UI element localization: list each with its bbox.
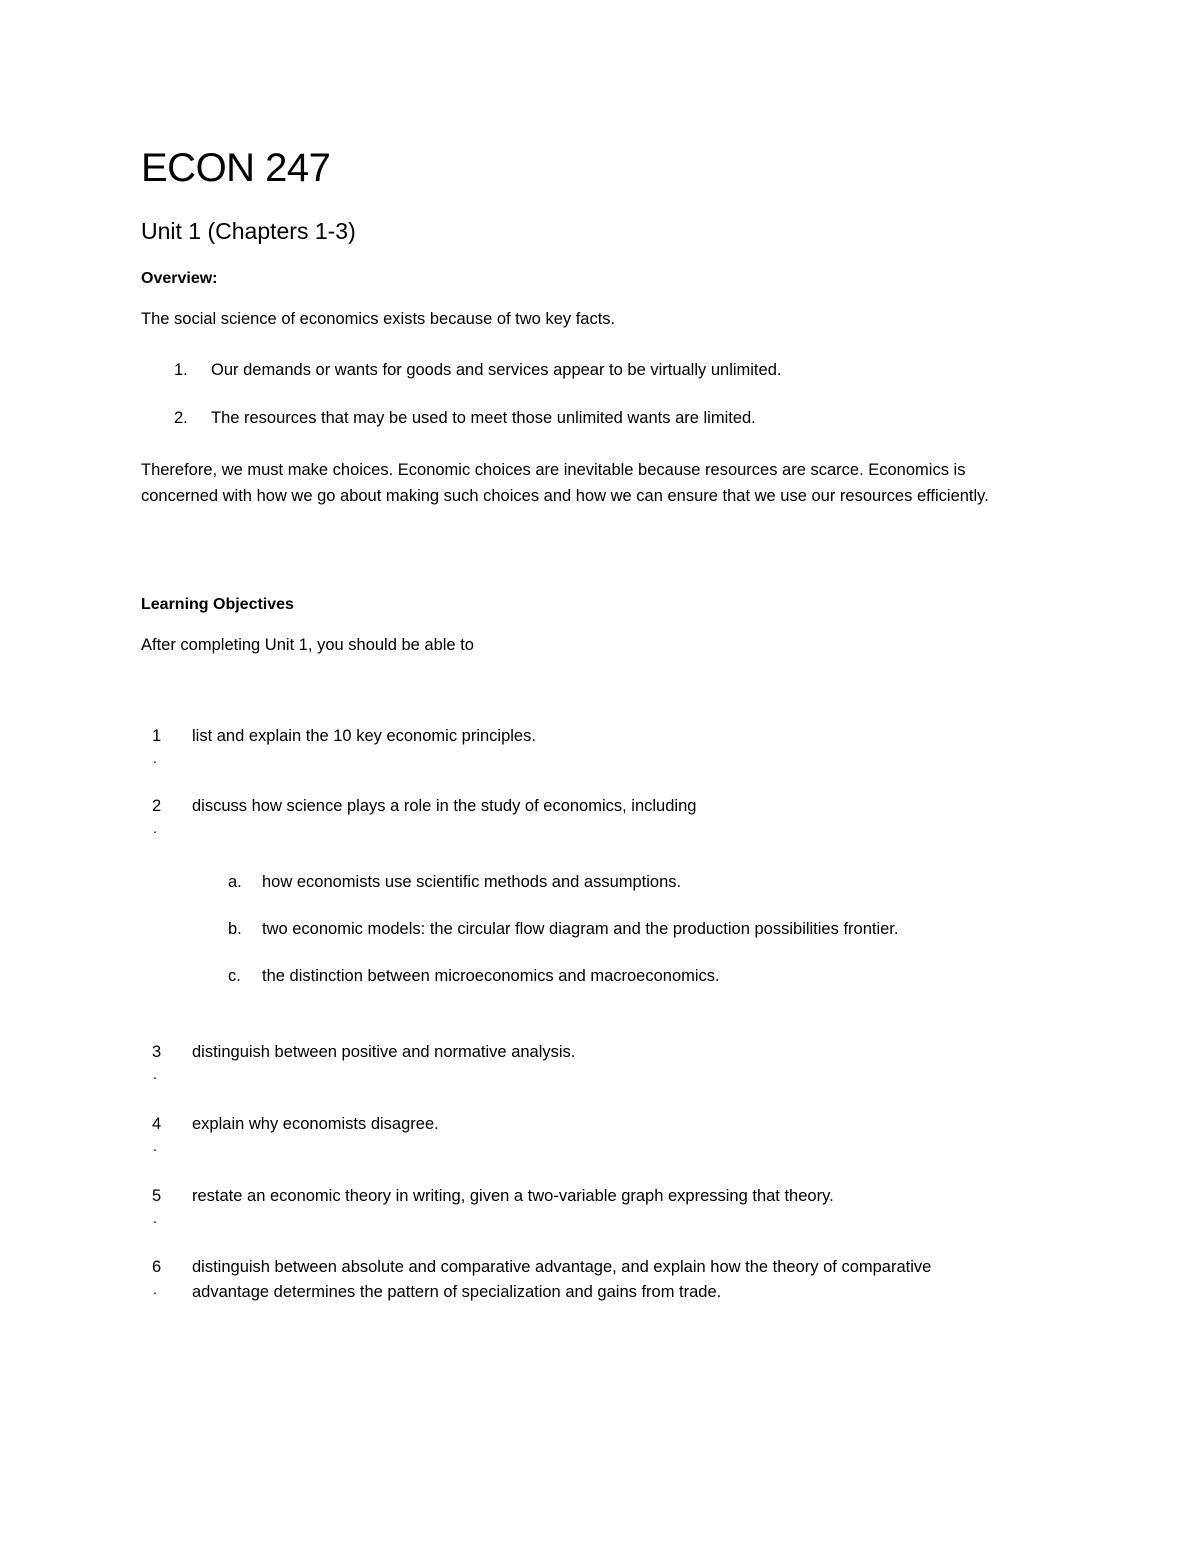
- document-title: ECON 247: [141, 146, 331, 190]
- subitem-text-b: two economic models: the circular flow diagram and the production possibilities frontier.: [262, 920, 899, 938]
- objective-text-3: distinguish between positive and normative analysis.: [192, 1043, 576, 1061]
- objective-text-1: list and explain the 10 key economic principles.: [192, 727, 536, 745]
- overview-heading: Overview:: [141, 270, 218, 287]
- objective-number-4: 4: [152, 1115, 162, 1133]
- overview-conclusion: Therefore, we must make choices. Economic choices are inevitable because resources are scarce. Economics is concerned with how we go about making such choices and how we can ensure that we use our resources efficiently.: [141, 461, 989, 505]
- overview-intro: The social science of economics exists because of two key facts.: [141, 310, 616, 328]
- subitem-text-c: the distinction between microeconomics and macroeconomics.: [262, 967, 720, 985]
- fact-text-2: The resources that may be used to meet those unlimited wants are limited.: [211, 409, 756, 427]
- objective-number-5: 5: [152, 1187, 162, 1205]
- objective-dot-3: .: [153, 1066, 157, 1082]
- objectives-intro: After completing Unit 1, you should be able to: [141, 636, 474, 654]
- objective-dot-5: .: [153, 1210, 157, 1226]
- objective-number-3: 3: [152, 1043, 162, 1061]
- subitem-marker-a: a.: [228, 873, 242, 891]
- objective-number-2: 2: [152, 797, 162, 815]
- objective-number-6: 6: [152, 1258, 162, 1276]
- objective-text-5: restate an economic theory in writing, given a two-variable graph expressing that theory.: [192, 1187, 834, 1205]
- subitem-marker-c: c.: [228, 967, 241, 985]
- objective-text-2: discuss how science plays a role in the study of economics, including: [192, 797, 697, 815]
- objective-number-1: 1: [152, 727, 162, 745]
- objective-dot-1: .: [153, 750, 157, 766]
- subitem-marker-b: b.: [228, 920, 242, 938]
- objective-text-4: explain why economists disagree.: [192, 1115, 439, 1133]
- objective-text-6-line-1: distinguish between absolute and comparative advantage, and explain how the theory of comparative: [192, 1258, 932, 1276]
- objectives-heading: Learning Objectives: [141, 596, 294, 613]
- objective-dot-6: .: [153, 1281, 157, 1297]
- fact-marker-1: 1.: [174, 361, 188, 379]
- fact-marker-2: 2.: [174, 409, 188, 427]
- fact-text-1: Our demands or wants for goods and services appear to be virtually unlimited.: [211, 361, 782, 379]
- objective-dot-4: .: [153, 1138, 157, 1154]
- subitem-text-a: how economists use scientific methods and assumptions.: [262, 873, 682, 891]
- unit-subtitle: Unit 1 (Chapters 1-3): [141, 218, 356, 244]
- objective-text-6-line-2: advantage determines the pattern of specialization and gains from trade.: [192, 1283, 722, 1301]
- objective-dot-2: .: [153, 820, 157, 836]
